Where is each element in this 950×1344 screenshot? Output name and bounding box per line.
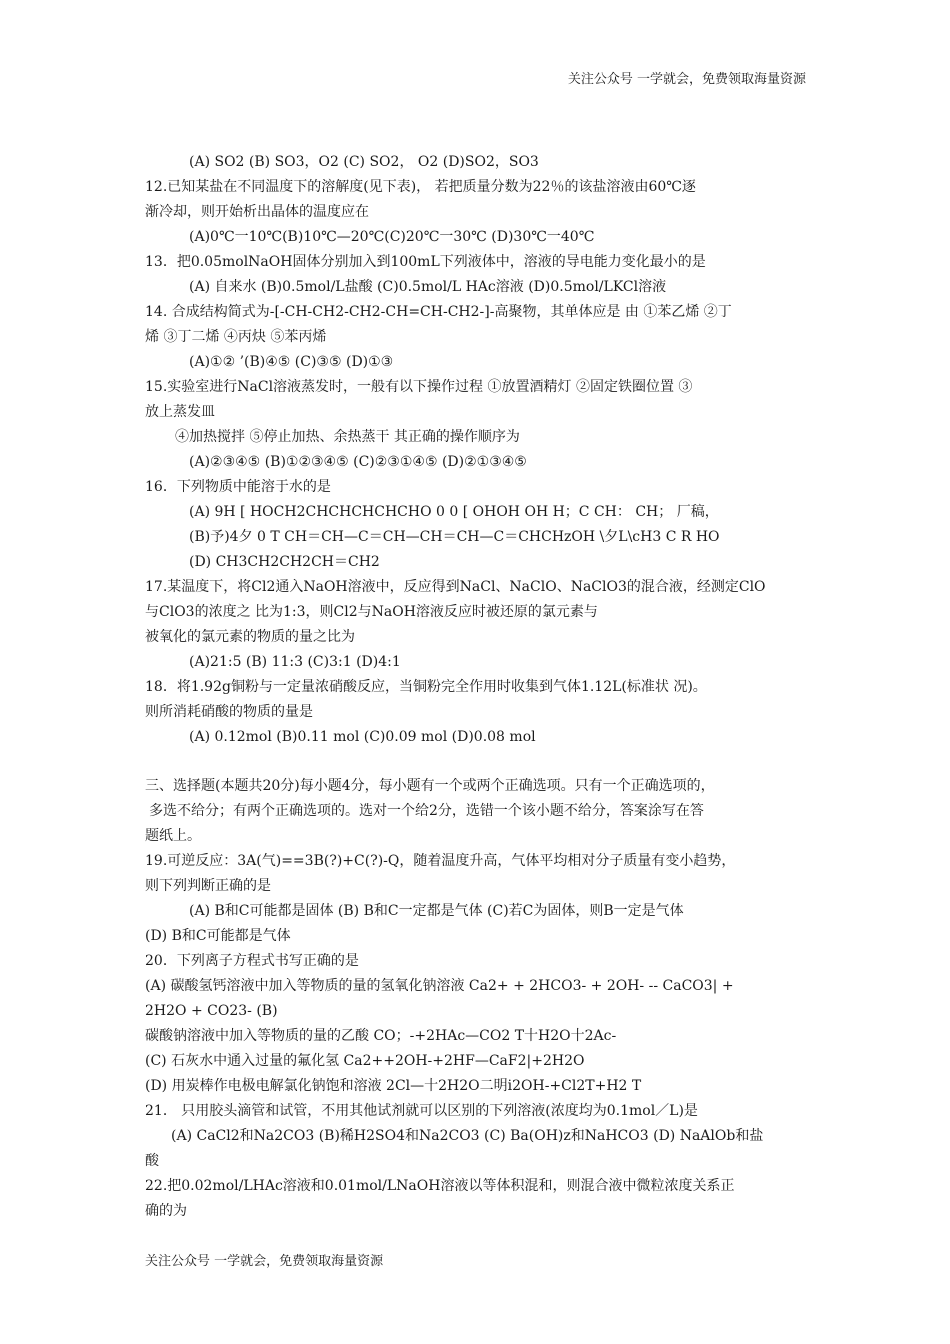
q13-stem: 13．把0.05molNaOH固体分别加入到100mL下列液体中，溶液的导电能力变化最小的是 bbox=[145, 254, 706, 270]
q17-stem: 17.某温度下，将Cl2通入NaOH溶液中，反应得到NaCl、NaClO、NaClO3的混合液，经测定ClO bbox=[145, 579, 766, 595]
q22-stem: 22.把0.02mol/LHAc溶液和0.01mol/LNaOH溶液以等体积混和，则混合液中微粒浓度关系正 bbox=[145, 1178, 735, 1194]
q17-options: (A)21:5 (B) 11:3 (C)3:1 (D)4:1 bbox=[189, 654, 401, 670]
q21-stem: 21． 只用胶头滴管和试管，不用其他试剂就可以区别的下列溶液(浓度均为0.1mol／L)是 bbox=[145, 1103, 698, 1119]
q21-options: (A) CaCl2和Na2CO3 (B)稀H2SO4和Na2CO3 (C) Ba(OH)z和NaHCO3 (D) NaAlOb和盐 bbox=[171, 1128, 764, 1144]
q14-stem-cont: 烯 ③丁二烯 ④丙炔 ⑤苯丙烯 bbox=[145, 329, 327, 345]
q20-option-a: (A) 碳酸氢钙溶液中加入等物质的量的氢氧化钠溶液 Ca2+ + 2HCO3- + 2OH- -- CaCO3| + bbox=[145, 978, 734, 994]
q11-options: (A) SO2 (B) SO3，O2 (C) SO2， O2 (D)SO2，SO3 bbox=[189, 154, 539, 170]
q21-options-cont: 酸 bbox=[145, 1153, 159, 1169]
q20-option-c: (C) 石灰水中通入过量的氟化氢 Ca2++2OH-+2HF—CaF2|+2H2O bbox=[145, 1053, 585, 1069]
q12-stem: 12.已知某盐在不同温度下的溶解度(见下表)， 若把质量分数为22％的该盐溶液由60℃逐 bbox=[145, 179, 696, 195]
q16-option-d: (D) CH3CH2CH2CH＝CH2 bbox=[189, 554, 380, 570]
q17-stem-cont2: 被氧化的氯元素的物质的量之比为 bbox=[145, 629, 355, 645]
q16-stem: 16．下列物质中能溶于水的是 bbox=[145, 479, 331, 495]
q15-stem-cont: 放上蒸发皿 bbox=[145, 404, 215, 420]
document-body bbox=[145, 150, 810, 1224]
q15-options: (A)②③④⑤ (B)①②③④⑤ (C)②③①④⑤ (D)②①③④⑤ bbox=[189, 454, 527, 470]
section-3-desc: 多选不给分；有两个正确选项的。选对一个给2分，选错一个该小题不给分，答案涂写在答 bbox=[149, 803, 704, 819]
q15-stem: 15.实验室进行NaCl溶液蒸发时，一般有以下操作过程 ①放置酒精灯 ②固定铁圈位置 ③ bbox=[145, 379, 693, 395]
q14-options: (A)①② ’(B)④⑤ (C)③⑤ (D)①③ bbox=[189, 354, 394, 370]
page-header: 关注公众号 一学就会，免费领取海量资源 bbox=[567, 72, 806, 87]
q18-stem: 18．将1.92g铜粉与一定量浓硝酸反应，当铜粉完全作用时收集到气体1.12L(标准状 况)。 bbox=[145, 679, 707, 695]
q19-options: (A) B和C可能都是固体 (B) B和C一定都是气体 (C)若C为固体，则B一定是气体 bbox=[189, 903, 684, 919]
q20-stem: 20．下列离子方程式书写正确的是 bbox=[145, 953, 359, 969]
q12-options: (A)0℃一10℃(B)10℃—20℃(C)20℃一30℃ (D)30℃一40℃ bbox=[189, 229, 595, 245]
section-3-desc-cont: 题纸上。 bbox=[145, 828, 201, 844]
q15-steps: ④加热搅拌 ⑤停止加热、余热蒸干 其正确的操作顺序为 bbox=[175, 429, 520, 445]
q19-stem-cont: 则下列判断正确的是 bbox=[145, 878, 271, 894]
q20-option-b: 碳酸钠溶液中加入等物质的量的乙酸 CO；-+2HAc—CO2 T十H2O十2Ac- bbox=[145, 1028, 617, 1044]
section-3-title: 三、选择题(本题共20分)每小题4分，每小题有一个或两个正确选项。只有一个正确选项的， bbox=[145, 778, 715, 794]
q12-stem-cont: 渐冷却，则开始析出晶体的温度应在 bbox=[145, 204, 369, 220]
q19-option-d: (D) B和C可能都是气体 bbox=[145, 928, 291, 944]
section-gap bbox=[145, 750, 810, 774]
q16-option-b: (B)予)4夕 0 T CH＝CH—C＝CH—CH＝CH—C＝CHCHzOH \夕L\cH3 C R HO bbox=[189, 529, 720, 545]
page-footer: 关注公众号 一学就会，免费领取海量资源 bbox=[145, 1254, 384, 1269]
q17-stem-cont: 与ClO3的浓度之 比为1:3，则Cl2与NaOH溶液反应时被还原的氯元素与 bbox=[145, 604, 598, 620]
q22-stem-cont: 确的为 bbox=[145, 1203, 187, 1219]
q18-stem-cont: 则所消耗硝酸的物质的量是 bbox=[145, 704, 313, 720]
q20-option-d: (D) 用炭棒作电极电解氯化钠饱和溶液 2Cl—十2H2O二明i2OH-+Cl2T+H2 T bbox=[145, 1078, 642, 1094]
q16-option-a: (A) 9H [ HOCH2CHCHCHCHCHO 0 0 [ OHOH OH H；C CH： CH； 厂稿， bbox=[189, 504, 719, 520]
q13-options: (A) 自来水 (B)0.5mol/L盐酸 (C)0.5mol/L HAc溶液 (D)0.5mol/LKCl溶液 bbox=[189, 279, 667, 295]
q19-stem: 19.可逆反应：3A(气)==3B(?)+C(?)-Q，随着温度升高，气体平均相对分子质量有变小趋势， bbox=[145, 853, 736, 869]
q20-option-a-cont: 2H2O + CO23- (B) bbox=[145, 1003, 278, 1019]
q14-stem: 14. 合成结构简式为-[-CH-CH2-CH2-CH=CH-CH2-]-高聚物，其单体应是 由 ①苯乙烯 ②丁 bbox=[145, 304, 732, 320]
q18-options: (A) 0.12mol (B)0.11 mol (C)0.09 mol (D)0.08 mol bbox=[189, 729, 536, 745]
